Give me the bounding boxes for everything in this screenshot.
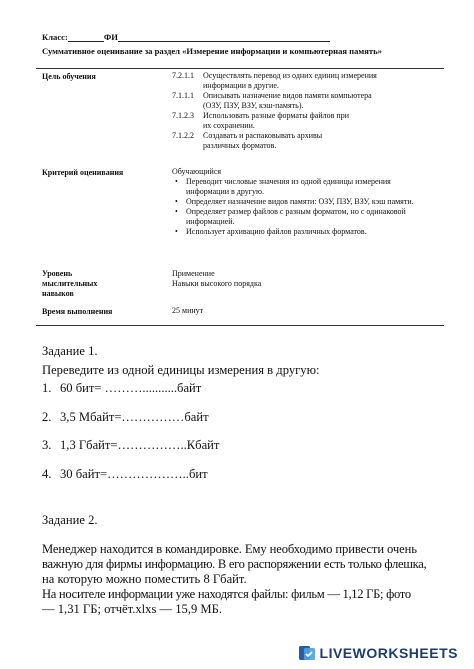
class-label: Класс: (42, 32, 68, 42)
task2-title: Задание 2. (42, 513, 98, 527)
assessment-table (36, 68, 444, 326)
page-title: Суммативное оценивание за раздел «Измерение информации и компьютерная память» (42, 46, 382, 56)
task1-item[interactable]: 4. 30 байт=………………..бит (42, 467, 208, 481)
task1-item[interactable]: 3. 1,3 Гбайт=……………..Кбайт (42, 438, 220, 452)
goal-item: 7.1.1.1 Описывать назначение видов памяти компьютера (ОЗУ, ПЗУ, ВЗУ, кэш-память). (172, 91, 372, 110)
time-label: Время выполнения (42, 307, 113, 316)
task1-title: Задание 1. (42, 344, 98, 358)
task2-body (42, 542, 462, 617)
level-value-1: Применение (172, 269, 215, 278)
liveworksheets-logo[interactable] (298, 644, 458, 662)
liveworksheets-logo-icon (298, 644, 316, 662)
goal-item: 7.1.2.2 Создавать и распаковывать архивы различных форматов. (172, 131, 323, 150)
name-label: ФИ (103, 32, 118, 42)
task1-instruction: Переведите из одной единицы измерения в другую: (42, 363, 320, 377)
level-label: Уровень мыслительных навыков (42, 269, 98, 298)
level-value-2: Навыки высокого порядка (172, 279, 262, 288)
task2-line: Менеджер находится в командировке. Ему необходимо привести очень (42, 542, 417, 556)
goal-item: 7.1.2.3 Использовать разные форматы файлов при их сохранении. (172, 111, 349, 130)
class-blank[interactable] (68, 32, 104, 42)
criteria-item: • Переводит числовые значения из одной единицы измерения информации в другую. (172, 177, 422, 197)
criteria-item: • Определяет назначение видов памяти: ОЗУ, ПЗУ, ВЗУ, кэш памяти. (172, 197, 422, 207)
task1-item[interactable]: 1. 60 бит= ………...........байт (42, 381, 202, 395)
task2-line: важную для фирмы информацию. В его распоряжении есть только флешка, (42, 557, 427, 571)
class-name-line (42, 32, 330, 42)
goals-list (172, 71, 442, 151)
task1-item[interactable]: 2. 3,5 Мбайт=……………байт (42, 410, 209, 424)
liveworksheets-logo-text: LIVEWORKSHEETS (319, 645, 458, 661)
criteria-block (172, 167, 422, 237)
goal-item: 7.2.1.1 Осуществлять перевод из одних единиц измерения информации в другие. (172, 71, 377, 90)
criteria-item: • Использует архивацию файлов различных форматов. (172, 227, 422, 237)
task2-line: На носителе информации уже находятся файлы: фильм — 1,12 ГБ; фото (42, 587, 411, 601)
time-value: 25 минут (172, 306, 204, 315)
criteria-item: • Определяет размер файлов с разным форматом, но с одинаковой информацией. (172, 207, 422, 227)
task2-line: — 1,31 ГБ; отчёт.xlxs — 15,9 МБ. (42, 602, 223, 616)
level-values (172, 269, 261, 289)
criteria-intro: Обучающийся (172, 167, 222, 176)
name-blank[interactable] (118, 32, 330, 42)
goal-label: Цель обучения (42, 72, 96, 81)
task2-line: на которую можно поместить 8 Гбайт. (42, 572, 247, 586)
criteria-label: Критерий оценивания (42, 168, 124, 177)
